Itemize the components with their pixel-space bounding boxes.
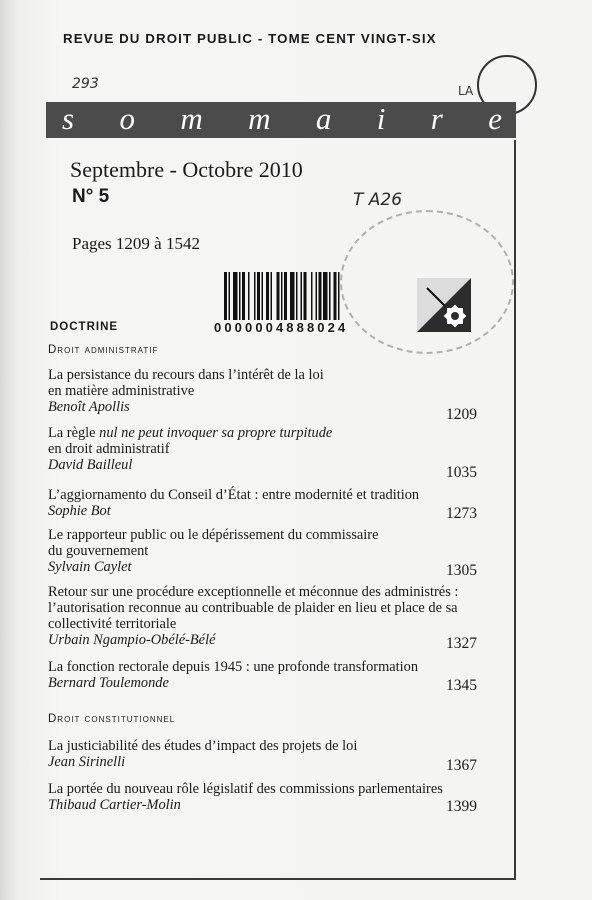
entry-author: Sylvain Caylet <box>48 559 132 575</box>
entry-author: Benoît Apollis <box>48 399 130 415</box>
section-heading: Droit constitutionnel <box>48 713 176 725</box>
entry-title: Le rapporteur public ou le dépérissement du commissaire <box>48 527 379 543</box>
entry-title-text: La règle <box>48 425 100 441</box>
entry-page: 1399 <box>446 798 477 815</box>
toc-entry <box>48 487 419 519</box>
entry-title: La justiciabilité des études d’impact des projets de loi <box>48 738 358 754</box>
sommaire-title <box>62 101 502 136</box>
section-heading: Droit administratif <box>48 344 159 356</box>
entry-page: 1035 <box>446 464 477 481</box>
entry-title-cont: collectivité territoriale <box>48 616 177 632</box>
issue-number: N° 5 <box>72 186 110 207</box>
frame-bottom-border <box>40 878 516 880</box>
page-range: Pages 1209 à 1542 <box>72 234 200 253</box>
entry-page: 1209 <box>446 406 477 423</box>
sommaire-letter: a <box>315 101 332 136</box>
toc-entry <box>48 659 418 691</box>
entry-title: Retour sur une procédure exceptionnelle et méconnue des administrés : <box>48 584 459 600</box>
sommaire-letter: m <box>180 101 203 136</box>
entry-page: 1327 <box>446 635 477 652</box>
entry-author: Jean Sirinelli <box>48 754 126 770</box>
barcode-digits: 0000004888024 <box>214 320 349 335</box>
entry-author: David Bailleul <box>48 457 133 473</box>
barcode-icon <box>222 272 412 320</box>
toc-entry <box>48 527 378 575</box>
entry-title-cont: l’autorisation reconnue au contribuable de plaider en lieu et place de sa <box>48 600 458 616</box>
toc-entry <box>48 367 324 415</box>
toc-entry <box>48 781 443 813</box>
entry-title: La persistance du recours dans l’intérêt de la loi <box>48 367 324 383</box>
sommaire-letter: s <box>62 101 75 136</box>
doctrine-heading: DOCTRINE <box>50 321 119 333</box>
handwritten-code: T A26 <box>353 190 403 210</box>
entry-page: 1345 <box>446 677 477 694</box>
entry-page: 1305 <box>446 562 477 579</box>
entry-title-cont: en matière administrative <box>48 383 195 399</box>
handwritten-number: 293 <box>72 76 99 92</box>
publisher-logo-icon <box>417 278 471 332</box>
sommaire-letter: o <box>119 101 135 136</box>
toc-entry <box>48 425 332 473</box>
entry-author: Bernard Toulemonde <box>48 675 169 691</box>
toc-entry <box>48 738 357 770</box>
entry-author: Urbain Ngampio-Obélé-Bélé <box>48 632 216 648</box>
issue-date: Septembre - Octobre 2010 <box>70 157 303 182</box>
entry-author: Thibaud Cartier-Molin <box>48 797 181 813</box>
entry-title: L’aggiornamento du Conseil d’État : entre modernité et tradition <box>48 487 420 503</box>
entry-title: La portée du nouveau rôle législatif des commissions parlementaires <box>48 781 443 797</box>
entry-title-italic: nul ne peut invoquer sa propre turpitude <box>99 425 333 441</box>
entry-title: La fonction rectorale depuis 1945 : une profonde transformation <box>48 659 419 675</box>
sommaire-letter: i <box>376 101 386 136</box>
sommaire-letter: m <box>248 101 271 136</box>
journal-title: REVUE DU DROIT PUBLIC - TOME CENT VINGT-SIX <box>63 31 437 46</box>
entry-title <box>48 425 332 441</box>
entry-title-cont: du gouvernement <box>48 543 149 559</box>
handwritten-note: LA <box>458 84 474 98</box>
entry-title-cont: en droit administratif <box>48 441 170 457</box>
sommaire-letter: e <box>488 101 502 136</box>
entry-page: 1273 <box>446 505 477 522</box>
sommaire-letter: r <box>430 101 443 136</box>
entry-author: Sophie Bot <box>48 503 111 519</box>
toc-entry <box>48 584 458 648</box>
frame-right-border <box>514 140 516 880</box>
entry-page: 1367 <box>446 757 477 774</box>
